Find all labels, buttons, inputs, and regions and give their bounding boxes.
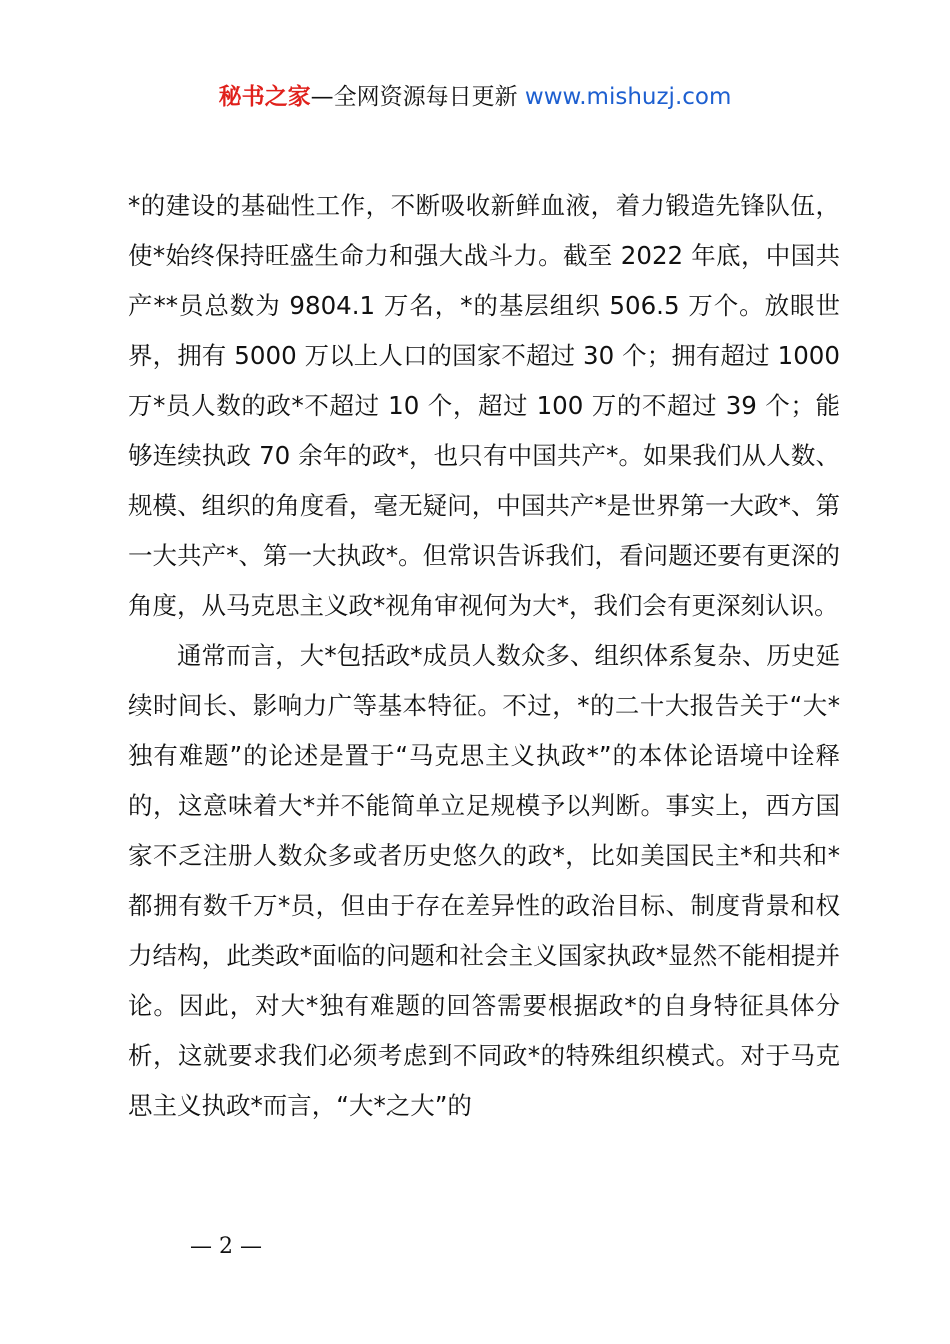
paragraph-continued: *的建设的基础性工作，不断吸收新鲜血液，着力锻造先锋队伍，使*始终保持旺盛生命力和强大战斗力。截至 2022 年底，中国共产**员总数为 9804.1 万名，*的基层组织 506.5 万个。放眼世界，拥有 5000 万以上人口的国家不超过 30 个；拥有超过 1000 万*员人数的政*不超过 10 个，超过 100 万的不超过 39 个；能够连续执政 70 余年的政*，也只有中国共产*。如果我们从人数、规模、组织的角度看，毫无疑问，中国共产*是世界第一大政*、第一大共产*、第一大执政*。但常识告诉我们，看问题还要有更深的角度，从马克思主义政*视角审视何为大*，我们会有更深刻认识。 xyxy=(128,191,840,620)
document-body xyxy=(128,181,840,1131)
site-tagline: —全网资源每日更新 xyxy=(310,84,525,110)
page-number: — 2 — xyxy=(190,1234,262,1259)
paragraph: 通常而言，大*包括政*成员人数众多、组织体系复杂、历史延续时间长、影响力广等基本特征。不过，*的二十大报告关于“大*独有难题”的论述是置于“马克思主义执政*”的本体论语境中诠释的，这意味着大*并不能简单立足规模予以判断。事实上，西方国家不乏注册人数众多或者历史悠久的政*，比如美国民主*和共和*都拥有数千万*员，但由于存在差异性的政治目标、制度背景和权力结构，此类政*面临的问题和社会主义国家执政*显然不能相提并论。因此，对大*独有难题的回答需要根据政*的自身特征具体分析，这就要求我们必须考虑到不同政*的特殊组织模式。对于马克思主义执政*而言，“大*之大”的 xyxy=(128,641,840,1120)
page-header xyxy=(0,80,950,114)
site-brand: 秘书之家 xyxy=(218,84,311,110)
site-url-link[interactable]: www.mishuzj.com xyxy=(524,84,732,110)
